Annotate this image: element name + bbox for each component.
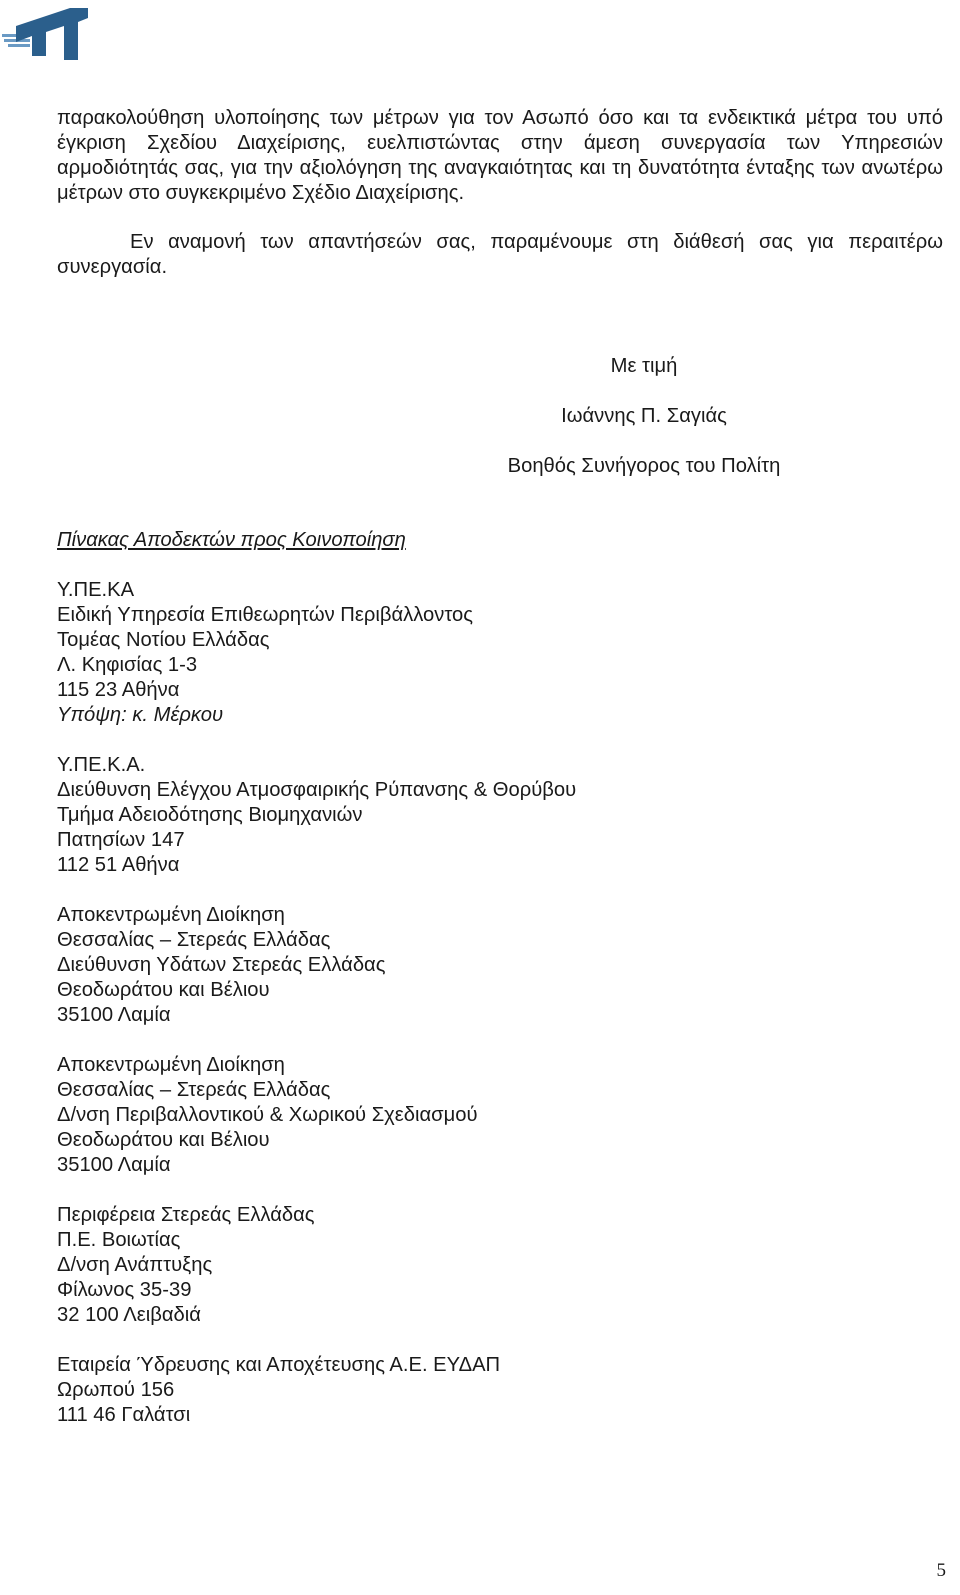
signature-title: Βοηθός Συνήγορος του Πολίτη bbox=[507, 455, 781, 477]
recipient-line: Ειδική Υπηρεσία Επιθεωρητών Περιβάλλοντος bbox=[57, 604, 473, 626]
recipient-line: Αποκεντρωμένη Διοίκηση bbox=[57, 1054, 285, 1076]
recipient-block bbox=[57, 753, 943, 878]
recipient-line: 35100 Λαμία bbox=[57, 1154, 171, 1176]
recipient-attention: Υπόψη: κ. Μέρκου bbox=[57, 704, 224, 726]
recipient-line: Π.Ε. Βοιωτίας bbox=[57, 1229, 181, 1251]
recipient-block bbox=[57, 578, 943, 728]
signature-block bbox=[57, 354, 804, 479]
recipient-line: 115 23 Αθήνα bbox=[57, 679, 180, 701]
recipient-line: Δ/νση Περιβαλλοντικού & Χωρικού Σχεδιασμού bbox=[57, 1104, 478, 1126]
recipient-block bbox=[57, 903, 943, 1028]
signature-name: Ιωάννης Π. Σαγιάς bbox=[561, 405, 727, 427]
recipient-line: Τομέας Νοτίου Ελλάδας bbox=[57, 629, 270, 651]
recipient-line: Εταιρεία Ύδρευσης και Αποχέτευσης Α.Ε. ΕΥΔΑΠ bbox=[57, 1354, 501, 1376]
recipient-line: Περιφέρεια Στερεάς Ελλάδας bbox=[57, 1204, 315, 1226]
recipient-line: Θεσσαλίας – Στερεάς Ελλάδας bbox=[57, 1079, 331, 1101]
recipient-block bbox=[57, 1053, 943, 1178]
signature-closing: Με τιμή bbox=[610, 355, 678, 377]
recipient-line: 32 100 Λειβαδιά bbox=[57, 1304, 201, 1326]
recipient-line: Θεσσαλίας – Στερεάς Ελλάδας bbox=[57, 929, 331, 951]
page-number: 5 bbox=[936, 1560, 946, 1581]
recipient-block bbox=[57, 1353, 943, 1428]
letter-paragraph-1: παρακολούθηση υλοποίησης των μέτρων για τον Ασωπό όσο και τα ενδεικτικά μέτρα του υπό έγκριση Σχεδίου Διαχείρισης, ευελπιστώντας στην άμεση συνεργασία των Υπηρεσιών αρμοδιότητάς σας, για την αξιολόγηση της αναγκαιότητας και τη δυνατότητα ένταξης των ανωτέρω μέτρων στο συγκεκριμένο Σχέδιο Διαχείρισης. bbox=[57, 107, 943, 204]
recipient-line: Ωρωπού 156 bbox=[57, 1379, 175, 1401]
recipient-line: Θεοδωράτου και Βέλιου bbox=[57, 1129, 270, 1151]
recipient-line: Διεύθυνση Υδάτων Στερεάς Ελλάδας bbox=[57, 954, 386, 976]
recipient-block bbox=[57, 1203, 943, 1328]
recipients-heading: Πίνακας Αποδεκτών προς Κοινοποίηση bbox=[57, 529, 406, 551]
recipient-line: Θεοδωράτου και Βέλιου bbox=[57, 979, 270, 1001]
recipient-line: Φίλωνος 35-39 bbox=[57, 1279, 192, 1301]
recipient-line: Διεύθυνση Ελέγχου Ατμοσφαιρικής Ρύπανσης & Θορύβου bbox=[57, 779, 577, 801]
recipient-line: Δ/νση Ανάπτυξης bbox=[57, 1254, 213, 1276]
recipient-line: Πατησίων 147 bbox=[57, 829, 185, 851]
recipient-line: Τμήμα Αδειοδότησης Βιομηχανιών bbox=[57, 804, 363, 826]
letter-body bbox=[57, 106, 943, 1428]
recipient-line: 35100 Λαμία bbox=[57, 1004, 171, 1026]
recipient-line: 111 46 Γαλάτσι bbox=[57, 1404, 191, 1426]
letter-paragraph-2: Εν αναμονή των απαντήσεών σας, παραμένουμε στη διάθεσή σας για περαιτέρω συνεργασία. bbox=[57, 231, 943, 278]
recipient-line: 112 51 Αθήνα bbox=[57, 854, 180, 876]
recipient-line: Υ.ΠΕ.Κ.Α. bbox=[57, 754, 146, 776]
recipient-line: Υ.ΠΕ.ΚΑ bbox=[57, 579, 135, 601]
recipient-line: Αποκεντρωμένη Διοίκηση bbox=[57, 904, 285, 926]
recipient-line: Λ. Κηφισίας 1-3 bbox=[57, 654, 198, 676]
organization-logo-icon bbox=[2, 4, 92, 62]
